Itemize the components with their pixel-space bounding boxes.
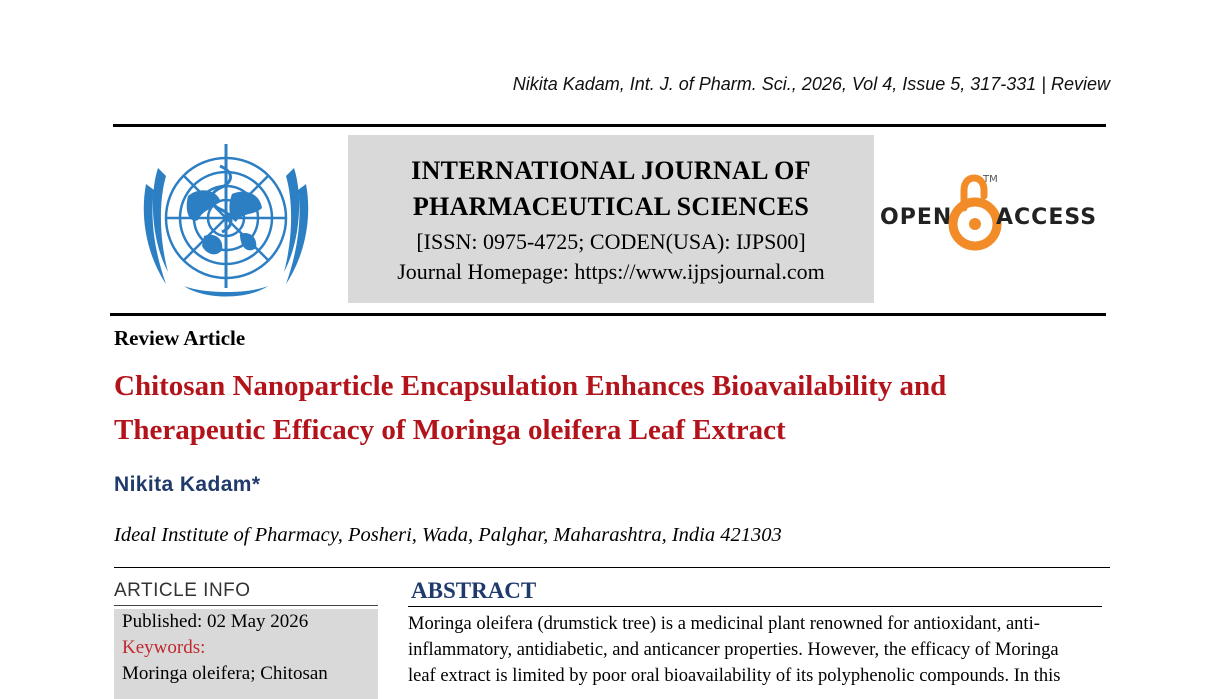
abstract-line: inflammatory, antidiabetic, and anticancer properties. However, the efficacy of Moringa xyxy=(408,640,1059,660)
journal-masthead-box xyxy=(348,135,874,303)
author-name: Nikita Kadam* xyxy=(114,473,261,496)
header-top-rule xyxy=(113,124,1106,127)
keywords-label: Keywords: xyxy=(122,637,206,658)
open-lock-icon xyxy=(953,178,997,246)
article-type: Review Article xyxy=(114,326,246,350)
abstract-line: Moringa oleifera (drumstick tree) is a medicinal plant renowned for antioxidant, anti- xyxy=(408,614,1040,634)
running-header: Nikita Kadam, Int. J. of Pharm. Sci., 2026, Vol 4, Issue 5, 317-331 | Review xyxy=(512,74,1110,94)
article-title-line1: Chitosan Nanoparticle Encapsulation Enhances Bioavailability and xyxy=(114,370,947,402)
open-access-open-text: OPEN xyxy=(880,205,953,230)
journal-name-line1: INTERNATIONAL JOURNAL OF xyxy=(411,156,811,185)
journal-name-line2: PHARMACEUTICAL SCIENCES xyxy=(412,192,810,221)
abstract-body xyxy=(408,611,1105,689)
article-title-line2: Therapeutic Efficacy of Moringa oleifera Leaf Extract xyxy=(114,414,786,446)
open-access-access-text: ACCESS xyxy=(996,205,1098,230)
trademark-mark: TM xyxy=(983,174,998,185)
abstract-line: leaf extract is limited by poor oral bioavailability of its polyphenolic compounds. In this xyxy=(408,666,1061,686)
journal-issn: [ISSN: 0975-4725; CODEN(USA): IJPS00] xyxy=(416,229,806,254)
article-info-heading: ARTICLE INFO xyxy=(114,580,251,601)
article-title xyxy=(114,364,1114,452)
journal-emblem-logo xyxy=(128,138,324,304)
open-access-logo xyxy=(880,166,1110,252)
published-date: Published: 02 May 2026 xyxy=(122,611,309,632)
journal-name xyxy=(348,153,874,225)
article-info-underline xyxy=(114,605,378,606)
header-bottom-rule xyxy=(110,313,1106,316)
keywords-list: Moringa oleifera; Chitosan xyxy=(122,663,328,684)
abstract-heading: ABSTRACT xyxy=(411,578,537,603)
author-affiliation: Ideal Institute of Pharmacy, Posheri, Wada, Palghar, Maharashtra, India 421303 xyxy=(114,524,782,546)
journal-homepage: Journal Homepage: https://www.ijpsjournal.com xyxy=(397,259,825,284)
affiliation-divider xyxy=(114,567,1110,568)
article-info-box xyxy=(114,609,378,699)
abstract-underline xyxy=(408,606,1102,607)
